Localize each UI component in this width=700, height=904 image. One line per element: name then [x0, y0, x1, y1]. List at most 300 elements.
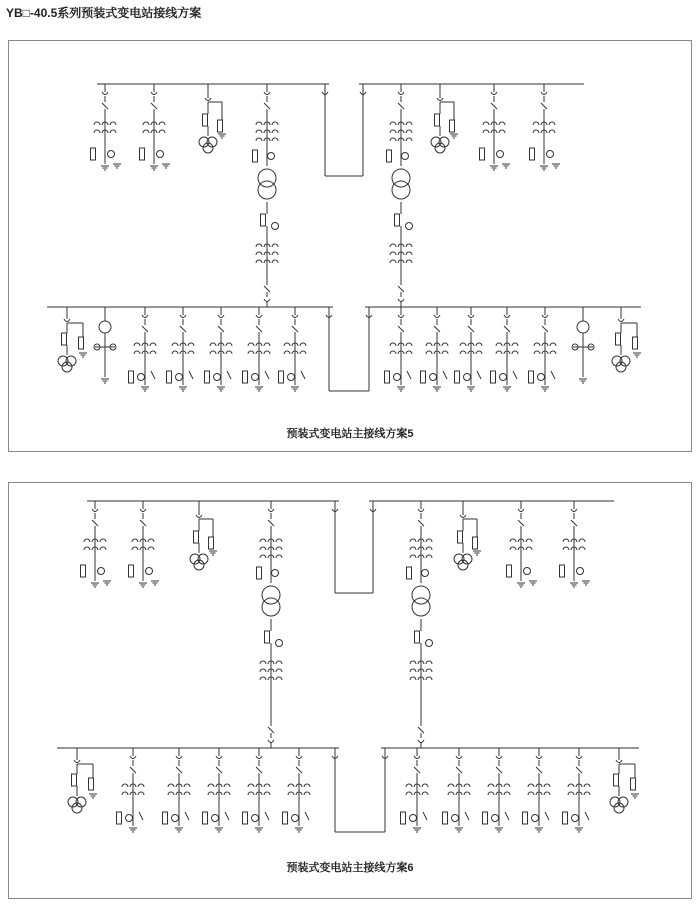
withdrawable-contact: [491, 92, 497, 95]
current-transformer: [476, 351, 482, 354]
current-transformer: [512, 351, 518, 354]
current-transformer: [549, 122, 555, 125]
fuse: [243, 371, 248, 383]
meter-symbol: [214, 374, 221, 381]
disconnector-blade: [264, 103, 270, 109]
current-transformer: [483, 122, 489, 125]
withdrawable-contact: [496, 756, 502, 759]
current-transformer: [426, 555, 432, 558]
single-line-diagram-5: [9, 41, 693, 453]
withdrawable-contact: [504, 315, 510, 318]
current-transformer: [406, 260, 412, 263]
withdrawable-contact: [180, 315, 186, 318]
current-transformer: [256, 244, 262, 247]
current-transformer: [426, 343, 432, 346]
fuse: [81, 565, 86, 577]
withdrawable-contact: [618, 319, 624, 322]
fuse: [203, 812, 208, 824]
current-transformer: [276, 555, 282, 558]
current-transformer: [284, 351, 290, 354]
current-transformer: [544, 792, 550, 795]
disconnector-blade: [130, 767, 136, 773]
disconnector-blade: [268, 520, 274, 526]
power-transformer-winding: [392, 169, 410, 187]
current-transformer: [260, 539, 266, 542]
withdrawable-contact: [518, 509, 524, 512]
current-transformer: [184, 784, 190, 787]
disconnector-blade: [264, 286, 270, 292]
withdrawable-contact: [216, 756, 222, 759]
current-transformer: [276, 539, 282, 542]
current-transformer: [168, 792, 174, 795]
current-transformer: [256, 122, 262, 125]
earth-switch: [139, 812, 143, 820]
withdrawable-contact: [92, 509, 98, 512]
current-transformer: [410, 677, 416, 680]
disconnector-blade: [541, 103, 547, 109]
page-title: YB□-40.5系列预装式变电站接线方案: [6, 6, 202, 20]
fuse: [387, 150, 392, 162]
withdrawable-contact: [460, 515, 466, 518]
fuse: [614, 774, 619, 786]
earth-switch: [465, 812, 469, 820]
current-transformer: [284, 343, 290, 346]
current-transformer: [528, 784, 534, 787]
current-transformer: [110, 122, 116, 125]
current-transformer: [256, 260, 262, 263]
fuse: [491, 371, 496, 383]
current-transformer: [132, 539, 138, 542]
current-transformer: [148, 539, 154, 542]
current-transformer: [288, 784, 294, 787]
current-transformer: [300, 351, 306, 354]
current-transformer: [150, 343, 156, 346]
current-transformer: [210, 351, 216, 354]
meter-symbol: [108, 151, 115, 158]
meter-symbol: [146, 568, 153, 575]
current-transformer: [172, 351, 178, 354]
current-transformer: [248, 784, 254, 787]
disconnector-blade: [256, 326, 262, 332]
earth-switch: [477, 371, 481, 379]
withdrawable-contact: [196, 515, 202, 518]
power-transformer-winding: [412, 586, 430, 604]
disconnector-blade: [398, 286, 404, 292]
fuse: [89, 778, 94, 790]
current-transformer: [276, 547, 282, 550]
earth-switch: [585, 812, 589, 820]
current-transformer: [510, 539, 516, 542]
fuse: [129, 371, 134, 383]
meter-symbol: [497, 151, 504, 158]
diagram-caption-6: 预装式变电站主接线方案6: [286, 862, 414, 874]
current-transformer: [406, 792, 412, 795]
meter-symbol: [492, 815, 499, 822]
current-transformer: [94, 122, 100, 125]
voltage-transformer: [99, 321, 111, 333]
disconnector-blade: [92, 520, 98, 526]
current-transformer: [526, 539, 532, 542]
current-transformer: [260, 555, 266, 558]
current-transformer: [264, 784, 270, 787]
meter-symbol: [410, 815, 417, 822]
current-transformer: [264, 343, 270, 346]
current-transformer: [568, 792, 574, 795]
power-transformer-winding: [258, 181, 276, 199]
current-transformer: [260, 677, 266, 680]
fuse: [415, 631, 420, 643]
disconnector-blade: [414, 767, 420, 773]
current-transformer: [534, 343, 540, 346]
current-transformer: [550, 343, 556, 346]
fuse: [140, 148, 145, 160]
current-transformer: [488, 792, 494, 795]
meter-symbol: [394, 374, 401, 381]
disconnector-blade: [398, 103, 404, 109]
current-transformer: [544, 784, 550, 787]
single-line-diagram-6: [9, 483, 693, 900]
disconnector-blade: [256, 767, 262, 773]
fuse: [243, 812, 248, 824]
withdrawable-contact: [456, 756, 462, 759]
disconnector-blade: [180, 326, 186, 332]
disconnector-blade: [418, 727, 424, 733]
fuse: [279, 371, 284, 383]
meter-symbol: [212, 815, 219, 822]
current-transformer: [390, 260, 396, 263]
current-transformer: [248, 351, 254, 354]
current-transformer: [264, 351, 270, 354]
current-transformer: [134, 343, 140, 346]
meter-symbol: [276, 640, 283, 647]
withdrawable-contact: [292, 315, 298, 318]
current-transformer: [410, 555, 416, 558]
current-transformer: [390, 252, 396, 255]
disconnector-blade: [216, 767, 222, 773]
current-transformer: [304, 792, 310, 795]
current-transformer: [464, 792, 470, 795]
disconnector-blade: [542, 326, 548, 332]
diagram-caption-5: 预装式变电站主接线方案5: [286, 428, 414, 440]
current-transformer: [276, 661, 282, 664]
withdrawable-contact: [268, 509, 274, 512]
fuse: [523, 812, 528, 824]
current-transformer: [410, 547, 416, 550]
fuse: [62, 333, 67, 345]
earth-switch: [551, 371, 555, 379]
earth-switch: [151, 371, 155, 379]
current-transformer: [248, 343, 254, 346]
meter-symbol: [577, 568, 584, 575]
fuse: [530, 148, 535, 160]
current-transformer: [464, 784, 470, 787]
meter-symbol: [452, 815, 459, 822]
fuse: [253, 150, 258, 162]
withdrawable-contact: [414, 756, 420, 759]
earth-switch: [185, 812, 189, 820]
current-transformer: [410, 669, 416, 672]
fuse: [616, 333, 621, 345]
meter-symbol: [464, 374, 471, 381]
current-transformer: [584, 784, 590, 787]
withdrawable-contact: [418, 509, 424, 512]
current-transformer: [390, 138, 396, 141]
current-transformer: [260, 669, 266, 672]
earth-switch: [305, 812, 309, 820]
earth-switch: [407, 371, 411, 379]
current-transformer: [504, 792, 510, 795]
fuse: [79, 337, 84, 349]
current-transformer: [208, 792, 214, 795]
meter-symbol: [538, 374, 545, 381]
current-transformer: [426, 547, 432, 550]
earth-switch: [505, 812, 509, 820]
withdrawable-contact: [218, 315, 224, 318]
disconnector-blade: [536, 767, 542, 773]
current-transformer: [276, 669, 282, 672]
voltage-transformer: [577, 321, 589, 333]
current-transformer: [568, 784, 574, 787]
withdrawable-contact: [176, 756, 182, 759]
disconnector-blade: [102, 103, 108, 109]
current-transformer: [528, 792, 534, 795]
current-transformer: [304, 784, 310, 787]
current-transformer: [426, 539, 432, 542]
fuse: [480, 148, 485, 160]
fuse: [631, 778, 636, 790]
current-transformer: [549, 130, 555, 133]
fuse: [163, 812, 168, 824]
power-transformer-winding: [262, 598, 280, 616]
current-transformer: [208, 784, 214, 787]
current-transformer: [496, 351, 502, 354]
disconnector-blade: [176, 767, 182, 773]
current-transformer: [406, 122, 412, 125]
meter-symbol: [422, 570, 429, 577]
current-transformer: [248, 792, 254, 795]
current-transformer: [499, 122, 505, 125]
current-transformer: [422, 784, 428, 787]
power-transformer-winding: [392, 181, 410, 199]
current-transformer: [168, 784, 174, 787]
withdrawable-contact: [264, 92, 270, 95]
withdrawable-contact: [437, 98, 443, 101]
current-transformer: [510, 547, 516, 550]
current-transformer: [499, 130, 505, 133]
fuse: [117, 812, 122, 824]
power-transformer-winding: [262, 586, 280, 604]
fuse: [194, 531, 199, 543]
disconnector-blade: [576, 767, 582, 773]
current-transformer: [406, 784, 412, 787]
current-transformer: [272, 122, 278, 125]
fuse: [261, 214, 266, 226]
current-transformer: [100, 547, 106, 550]
current-transformer: [188, 343, 194, 346]
meter-symbol: [524, 568, 531, 575]
current-transformer: [533, 130, 539, 133]
disconnector-blade: [434, 326, 440, 332]
fuse: [91, 148, 96, 160]
current-transformer: [143, 130, 149, 133]
current-transformer: [94, 130, 100, 133]
meter-symbol: [572, 815, 579, 822]
current-transformer: [448, 784, 454, 787]
fuse: [203, 114, 208, 126]
disconnector-blade: [468, 326, 474, 332]
current-transformer: [563, 539, 569, 542]
current-transformer: [100, 539, 106, 542]
earth-switch: [301, 371, 305, 379]
meter-symbol: [292, 815, 299, 822]
earth-switch: [265, 371, 269, 379]
earth-switch: [513, 371, 517, 379]
meter-symbol: [288, 374, 295, 381]
fuse: [443, 812, 448, 824]
current-transformer: [226, 351, 232, 354]
fuse: [421, 371, 426, 383]
current-transformer: [526, 547, 532, 550]
meter-symbol: [176, 374, 183, 381]
fuse: [385, 371, 390, 383]
current-transformer: [138, 792, 144, 795]
current-transformer: [512, 343, 518, 346]
disconnector-blade: [296, 767, 302, 773]
fuse: [72, 774, 77, 786]
current-transformer: [448, 792, 454, 795]
fuse: [483, 812, 488, 824]
fuse: [209, 537, 214, 549]
withdrawable-contact: [434, 315, 440, 318]
current-transformer: [184, 792, 190, 795]
current-transformer: [406, 244, 412, 247]
current-transformer: [422, 792, 428, 795]
earth-switch: [545, 812, 549, 820]
meter-symbol: [532, 815, 539, 822]
current-transformer: [210, 343, 216, 346]
current-transformer: [476, 343, 482, 346]
withdrawable-contact: [542, 315, 548, 318]
current-transformer: [406, 130, 412, 133]
current-transformer: [226, 343, 232, 346]
current-transformer: [533, 122, 539, 125]
current-transformer: [390, 244, 396, 247]
withdrawable-contact: [151, 92, 157, 95]
current-transformer: [272, 130, 278, 133]
current-transformer: [460, 351, 466, 354]
meter-symbol: [157, 151, 164, 158]
fuse: [455, 371, 460, 383]
current-transformer: [256, 130, 262, 133]
meter-symbol: [98, 568, 105, 575]
fuse: [458, 531, 463, 543]
earth-switch: [225, 812, 229, 820]
power-transformer-winding: [258, 169, 276, 187]
current-transformer: [442, 343, 448, 346]
disconnector-blade: [491, 103, 497, 109]
fuse: [265, 631, 270, 643]
current-transformer: [138, 784, 144, 787]
withdrawable-contact: [130, 756, 136, 759]
withdrawable-contact: [541, 92, 547, 95]
current-transformer: [159, 122, 165, 125]
withdrawable-contact: [256, 315, 262, 318]
meter-symbol: [268, 153, 275, 160]
meter-symbol: [126, 815, 133, 822]
disconnector-blade: [398, 326, 404, 332]
withdrawable-contact: [576, 756, 582, 759]
withdrawable-contact: [468, 315, 474, 318]
current-transformer: [150, 351, 156, 354]
fuse: [395, 214, 400, 226]
current-transformer: [272, 138, 278, 141]
current-transformer: [122, 784, 128, 787]
current-transformer: [256, 252, 262, 255]
current-transformer: [300, 343, 306, 346]
current-transformer: [84, 547, 90, 550]
withdrawable-contact: [205, 98, 211, 101]
meter-symbol: [406, 223, 413, 230]
current-transformer: [390, 351, 396, 354]
withdrawable-contact: [102, 92, 108, 95]
current-transformer: [143, 122, 149, 125]
current-transformer: [134, 351, 140, 354]
withdrawable-contact: [616, 760, 622, 763]
current-transformer: [224, 792, 230, 795]
withdrawable-contact: [256, 756, 262, 759]
earth-switch: [423, 812, 427, 820]
current-transformer: [426, 669, 432, 672]
current-transformer: [534, 351, 540, 354]
current-transformer: [272, 252, 278, 255]
current-transformer: [426, 351, 432, 354]
disconnector-blade: [292, 326, 298, 332]
current-transformer: [406, 351, 412, 354]
fuse: [257, 567, 262, 579]
current-transformer: [406, 252, 412, 255]
current-transformer: [410, 539, 416, 542]
withdrawable-contact: [536, 756, 542, 759]
meter-symbol: [252, 374, 259, 381]
meter-symbol: [252, 815, 259, 822]
withdrawable-contact: [74, 760, 80, 763]
withdrawable-contact: [296, 756, 302, 759]
current-transformer: [426, 677, 432, 680]
fuse: [205, 371, 210, 383]
disconnector-blade: [151, 103, 157, 109]
current-transformer: [224, 784, 230, 787]
current-transformer: [406, 343, 412, 346]
current-transformer: [563, 547, 569, 550]
current-transformer: [442, 351, 448, 354]
withdrawable-contact: [64, 319, 70, 322]
disconnector-blade: [142, 326, 148, 332]
fuse: [167, 371, 172, 383]
current-transformer: [256, 138, 262, 141]
meter-symbol: [402, 153, 409, 160]
fuse: [407, 567, 412, 579]
current-transformer: [272, 260, 278, 263]
fuse: [529, 371, 534, 383]
meter-symbol: [172, 815, 179, 822]
power-transformer-winding: [412, 598, 430, 616]
wiring-diagram-scheme-6: [8, 482, 692, 899]
current-transformer: [159, 130, 165, 133]
earth-switch: [189, 371, 193, 379]
fuse: [435, 114, 440, 126]
meter-symbol: [272, 570, 279, 577]
withdrawable-contact: [398, 92, 404, 95]
